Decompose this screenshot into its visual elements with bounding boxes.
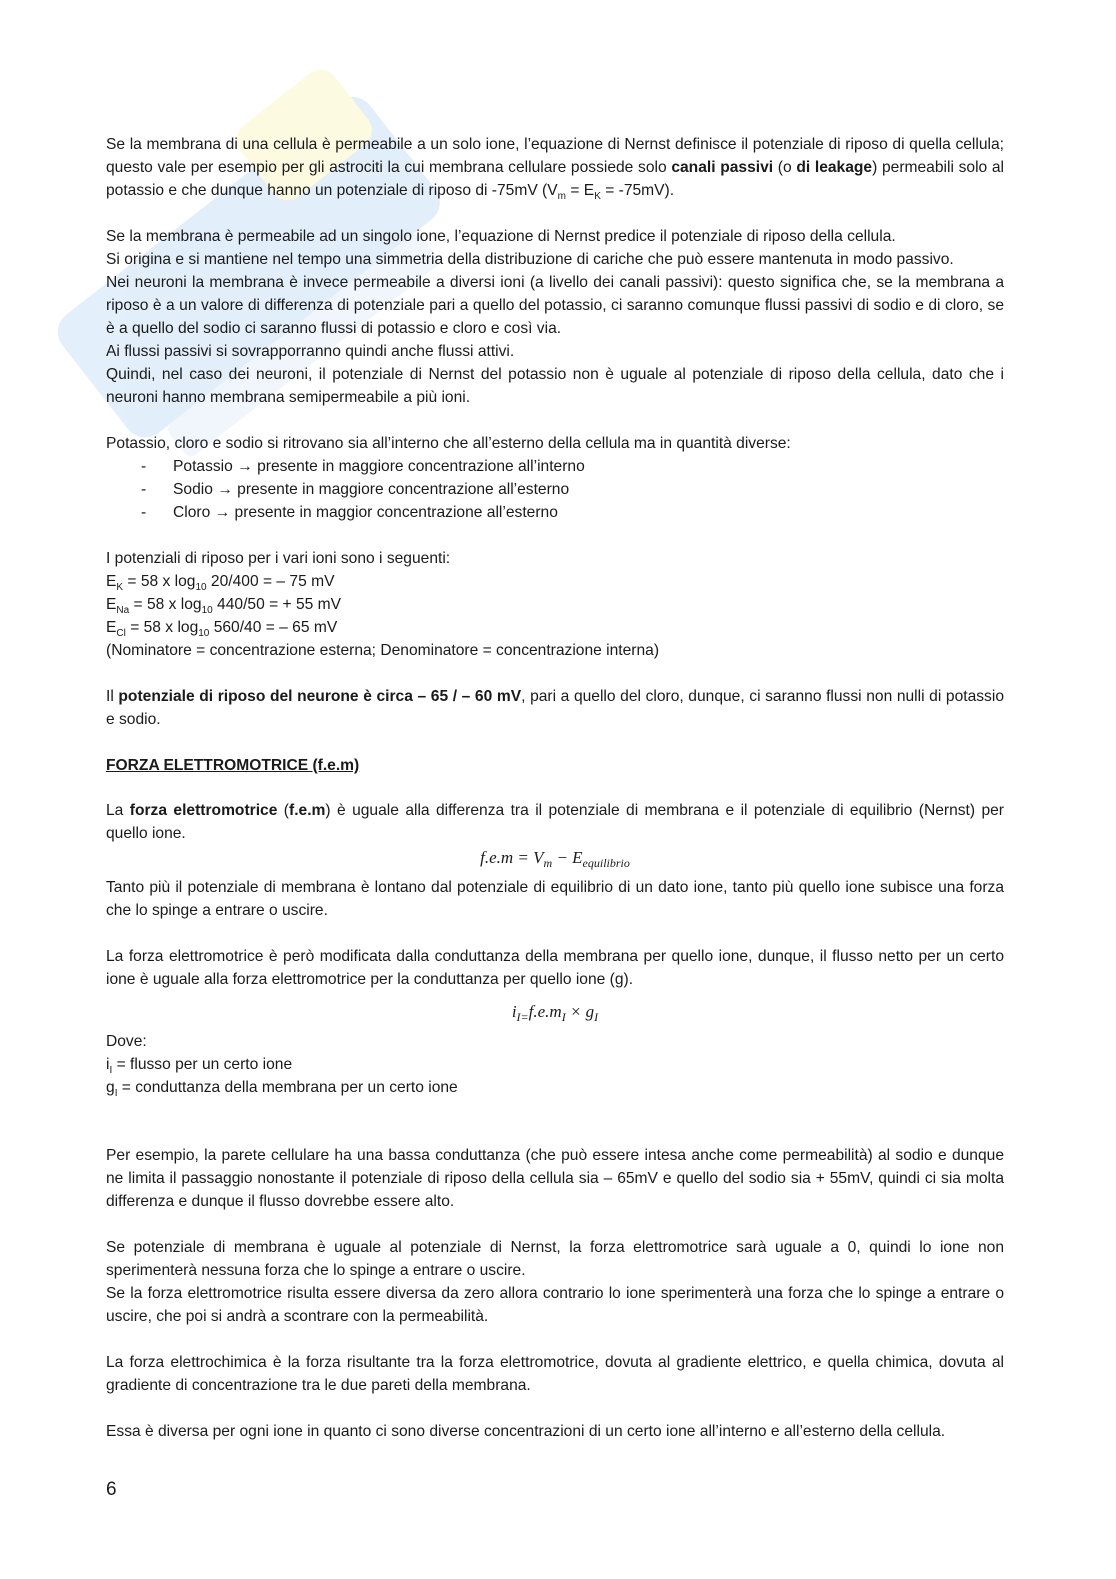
eq-symbol: E — [106, 573, 117, 590]
list-item — [106, 478, 1004, 501]
arrow-icon: → — [217, 481, 233, 498]
paragraph-ion-distribution: Potassio, cloro e sodio si ritrovano sia all’interno che all’esterno della cellula ma in quantità diverse: — [106, 435, 791, 452]
ion-name: Cloro — [173, 504, 215, 521]
bold-text: f.e.m — [289, 802, 326, 819]
arrow-icon: → — [214, 504, 231, 521]
subscript: 10 — [201, 605, 213, 617]
subscript: m — [557, 191, 566, 203]
equation-ecl — [106, 616, 1004, 639]
ion-name: Potassio — [173, 458, 238, 475]
bold-text: di leakage — [796, 159, 873, 176]
paragraph-astrocytes — [106, 133, 1004, 202]
paragraph-nominator-note: (Nominatore = concentrazione esterna; Denominatore = concentrazione interna) — [106, 642, 660, 659]
math-text: − E — [552, 848, 583, 867]
paragraph-nonzero-fem: Se la forza elettromotrice risulta essere diversa da zero allora contrario lo ione sperimenterà una forza che lo spinge a entrare o uscire, che poi si andrà a scontrare con la permeabilità. — [106, 1285, 1004, 1325]
paragraph-conductance: La forza elettromotrice è però modificata dalla conduttanza della membrana per quello ione, dunque, il flusso netto per un certo ione è uguale alla forza elettromotrice per la conduttanza per quello ione (g). — [106, 948, 1004, 988]
paragraph-where: Dove: — [106, 1033, 147, 1050]
math-subscript: equilibrio — [582, 856, 630, 870]
eq-symbol: E — [106, 596, 117, 613]
math-text: f.e.m — [528, 1002, 562, 1021]
subscript: 10 — [198, 628, 210, 640]
section-heading: FORZA ELETTROMOTRICE (f.e.m) — [106, 757, 360, 774]
math-subscript: m — [543, 856, 553, 870]
list-item — [106, 455, 1004, 478]
def-symbol: g — [106, 1079, 115, 1096]
subscript: Na — [116, 605, 130, 617]
text-run: La — [106, 802, 130, 819]
subscript: K — [594, 191, 601, 203]
ion-list — [106, 455, 1004, 524]
page-number: 6 — [106, 1479, 117, 1500]
list-dash: - — [141, 458, 147, 475]
list-item — [106, 501, 1004, 524]
list-dash: - — [141, 481, 147, 498]
eq-text: = 58 x log — [123, 573, 196, 590]
list-dash: - — [141, 504, 147, 521]
paragraph-per-ion: Essa è diversa per ogni ione in quanto ci sono diverse concentrazioni di un certo ione all’interno e all’esterno della cellula. — [106, 1423, 946, 1440]
text-run: , pari a quello del cloro, dunque, ci saranno flussi non nulli di potassio e sodio. — [106, 688, 1004, 728]
list-text: presente in maggiore concentrazione all’interno — [252, 458, 585, 475]
paragraph-active-flux: Ai flussi passivi si sovrapporranno quindi anche flussi attivi. — [106, 343, 515, 360]
eq-text: = 58 x log — [129, 596, 202, 613]
paragraph-resting-potential — [106, 685, 1004, 731]
subscript: I — [114, 1088, 118, 1100]
math-text: i — [511, 1002, 517, 1021]
eq-symbol: E — [106, 619, 117, 636]
formula-flux — [106, 999, 1004, 1030]
paragraph-fem-distance: Tanto più il potenziale di membrana è lontano dal potenziale di equilibrio di un dato ione, tanto più quello ione subisce una forza che lo spinge a entrare o uscire. — [106, 879, 1004, 919]
math-subscript: I — [594, 1010, 599, 1024]
eq-text: = 58 x log — [125, 619, 199, 636]
eq-text: 20/400 = – 75 mV — [206, 573, 335, 590]
math-subscript: I — [561, 1010, 566, 1024]
paragraph-single-ion: Se la membrana è permeabile ad un singolo ione, l’equazione di Nernst predice il potenziale di riposo della cellula. — [106, 228, 896, 245]
bold-text: potenziale di riposo del neurone è circa – 65 / – 60 mV — [118, 688, 522, 705]
text-run: ) è uguale alla differenza tra il potenziale di membrana e il potenziale di equilibrio (Nernst) per quello ione. — [106, 802, 1005, 842]
paragraph-symmetry: Si origina e si mantiene nel tempo una simmetria della distribuzione di cariche che può essere mantenuta in modo passivo. — [106, 251, 954, 268]
math-subscript: I= — [516, 1010, 529, 1024]
subscript: 10 — [195, 582, 207, 594]
text-run: Se la membrana di una cellula è permeabile a un solo ione, l’equazione di Nernst definisce il potenziale di riposo di quella cellula; questo vale per esempio per gli astrociti la cui membrana cellulare possiede solo — [106, 136, 1004, 176]
text-run: ) permeabili solo al potassio e che dunque hanno un potenziale di riposo di -75mV (V — [106, 159, 1005, 199]
text-run: Il — [106, 688, 119, 705]
paragraph-neurons: Nei neuroni la membrana è invece permeabile a diversi ioni (a livello dei canali passivi): questo significa che, se la membrana a riposo è a un valore di differenza di potenziale pari a quello del potassio, ci saranno comunque flussi passivi di sodio e di cloro, se è a quello del sodio ci saranno flussi di potassio e cloro e così via. — [106, 274, 1004, 337]
list-text: presente in maggiore concentrazione all’esterno — [232, 481, 570, 498]
equation-ek — [106, 570, 1004, 593]
document-page — [106, 133, 1004, 1443]
bold-text: forza elettromotrice — [129, 802, 278, 819]
math-text: × g — [565, 1002, 595, 1021]
text-run: (o — [773, 159, 797, 176]
eq-text: 560/40 = – 65 mV — [209, 619, 338, 636]
bold-text: canali passivi — [671, 159, 774, 176]
text-run: = E — [566, 182, 595, 199]
paragraph-zero-fem: Se potenziale di membrana è uguale al potenziale di Nernst, la forza elettromotrice sarà uguale a 0, quindi lo ione non sperimenterà nessuna forza che lo spinge a entrare o uscire. — [106, 1239, 1004, 1279]
ion-name: Sodio — [173, 481, 218, 498]
list-text: presente in maggior concentrazione all’esterno — [230, 504, 558, 521]
math-text: f.e.m = V — [480, 848, 544, 867]
paragraph-nernst-potassium: Quindi, nel caso dei neuroni, il potenziale di Nernst del potassio non è uguale al potenziale di riposo della cellula, dato che i neuroni hanno membrana semipermeabile a più ioni. — [106, 366, 1004, 406]
formula-fem — [106, 845, 1004, 876]
paragraph-electrochemical: La forza elettrochimica è la forza risultante tra la forza elettromotrice, dovuta al gradiente elettrico, e quella chimica, dovuta al gradiente di concentrazione tra le due pareti della membrana. — [106, 1354, 1004, 1394]
equation-ena — [106, 593, 1004, 616]
eq-text: 440/50 = + 55 mV — [212, 596, 342, 613]
definition-conductance — [106, 1076, 1004, 1099]
paragraph-potentials-intro: I potenziali di riposo per i vari ioni sono i seguenti: — [106, 550, 451, 567]
def-text: = flusso per un certo ione — [112, 1056, 293, 1073]
def-symbol: i — [106, 1056, 110, 1073]
definition-flux — [106, 1053, 1004, 1076]
arrow-icon: → — [237, 458, 253, 475]
subscript: Cl — [116, 628, 126, 640]
subscript: K — [116, 582, 124, 594]
text-run: ( — [277, 802, 290, 819]
subscript: I — [109, 1065, 113, 1077]
def-text: = conduttanza della membrana per un certo ione — [117, 1079, 458, 1096]
text-run: = -75mV). — [600, 182, 675, 199]
paragraph-fem-definition — [106, 799, 1004, 845]
paragraph-sodium-example: Per esempio, la parete cellulare ha una bassa conduttanza (che può essere intesa anche come permeabilità) al sodio e dunque ne limita il passaggio nonostante il potenziale di riposo della cellula sia – 65mV e quello del sodio sia + 55mV, quindi ci sia molta differenza e dunque il flusso dovrebbe essere alto. — [106, 1147, 1004, 1210]
